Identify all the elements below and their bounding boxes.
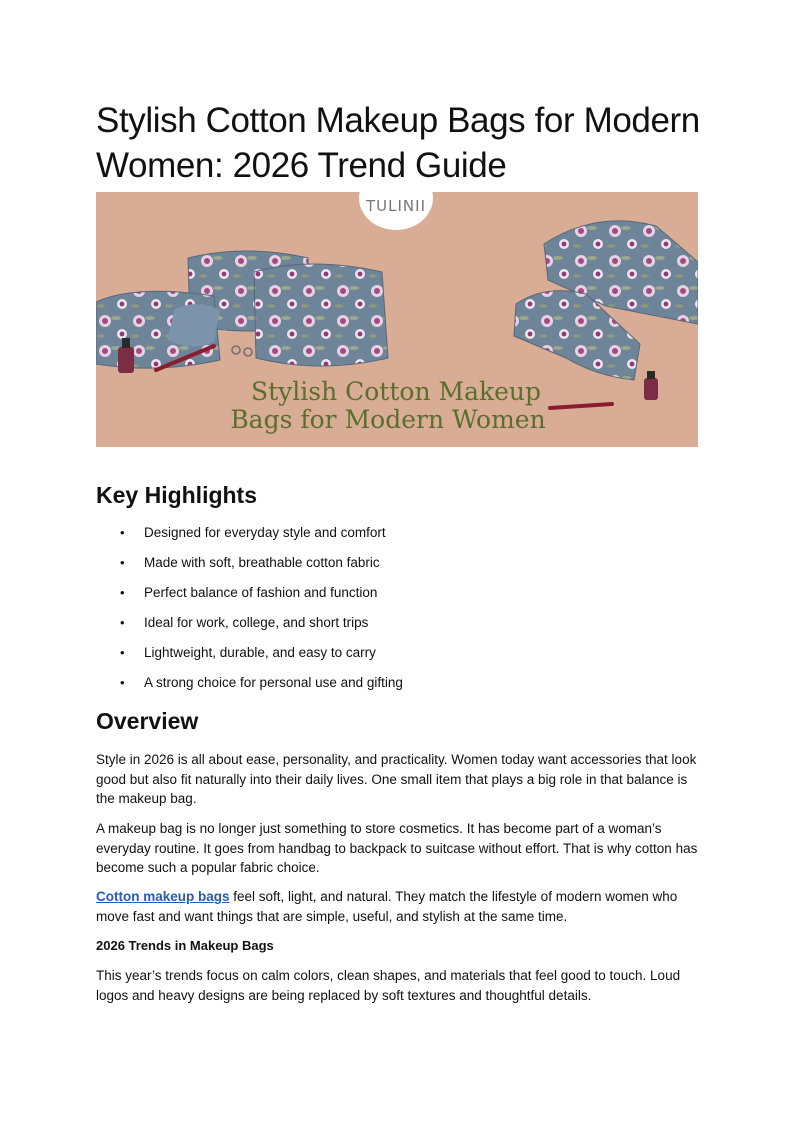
list-item: • A strong choice for personal use and gifting xyxy=(96,672,696,702)
overview-paragraph-2: A makeup bag is no longer just something to store cosmetics. It has become part of a woman’s everyday routine. It goes from handbag to backpack to suitcase without effort. That is why cotton has become such a popular fabric choice. xyxy=(96,821,698,875)
key-highlights-list xyxy=(96,522,696,702)
document-title: Stylish Cotton Makeup Bags for Modern Women: 2026 Trend Guide xyxy=(96,101,700,185)
bullet-icon: • xyxy=(120,645,125,660)
bullet-icon: • xyxy=(120,585,125,600)
key-highlights-heading: Key Highlights xyxy=(96,482,258,508)
right-bags-illustration xyxy=(514,221,698,408)
hero-caption-line2: Bags for Modern Women xyxy=(230,405,546,434)
overview-heading: Overview xyxy=(96,708,199,734)
overview-paragraph-4: This year’s trends focus on calm colors, clean shapes, and materials that feel good to touch. Loud logos and heavy designs are being replaced by soft textures and thoughtful details. xyxy=(96,968,681,1003)
trends-subheading: 2026 Trends in Makeup Bags xyxy=(96,938,274,953)
list-item: • Perfect balance of fashion and function xyxy=(96,582,696,612)
left-bags-illustration xyxy=(96,251,388,373)
cotton-makeup-bags-link[interactable]: Cotton makeup bags xyxy=(96,889,230,904)
list-item: • Made with soft, breathable cotton fabric xyxy=(96,552,696,582)
overview-paragraph-3: Cotton makeup bags feel soft, light, and natural. They match the lifestyle of modern women who move fast and want things that are simple, useful, and stylish at the same time. xyxy=(96,889,678,924)
bullet-icon: • xyxy=(120,555,125,570)
list-item: • Lightweight, durable, and easy to carry xyxy=(96,642,696,672)
hero-caption-line1: Stylish Cotton Makeup xyxy=(250,377,542,406)
bullet-icon: • xyxy=(120,615,125,630)
bullet-icon: • xyxy=(120,675,125,690)
hero-image xyxy=(96,192,698,447)
bullet-icon: • xyxy=(120,525,125,540)
overview-paragraph-1: Style in 2026 is all about ease, personality, and practicality. Women today want accessories that look good but also fit naturally into their daily lives. One small item that plays a big role in that balance is the makeup bag. xyxy=(96,752,697,806)
list-item: • Designed for everyday style and comfort xyxy=(96,522,696,552)
list-item: • Ideal for work, college, and short trips xyxy=(96,612,696,642)
brand-text: TULINII xyxy=(366,197,426,215)
